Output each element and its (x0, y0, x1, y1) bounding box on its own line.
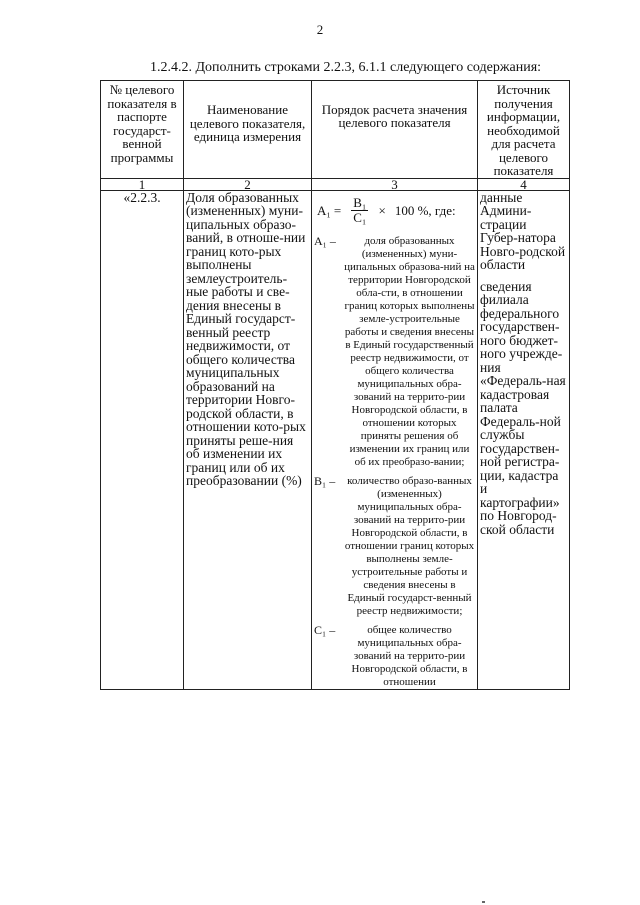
formula-fraction (351, 196, 368, 225)
definition-b1 (314, 475, 475, 618)
intro-text: 1.2.4.2. Дополнить строками 2.2.3, 6.1.1 следующего содержания: (150, 60, 542, 75)
header-information-source: Источник получения информации, необходимой для расчета целевого показателя (478, 81, 570, 179)
indicator-name: Доля образованных (измененных) муни-ципальных образо-ваний, в отноше-нии границ кото-рых выполнены землеустроитель-ные работы и све-дения внесены в Единый государст-венный реестр недвижимости, от общего количества муниципальных образований на территории Новго-родской области, в отношении кото-рых приняты реше-ния об изменении их границ или об их преобразовании (%) (184, 190, 312, 689)
definition-a1 (314, 235, 475, 469)
source-text: данные Админи-страции Губер-натора Новго-родской области (480, 189, 566, 272)
header-indicator-name: Наименование целевого показателя, единица измерения (184, 81, 312, 179)
formula-numerator: В₁ (353, 195, 367, 210)
formula-equals: = (333, 203, 342, 218)
source-text: сведения филиала федерального государствен-ного бюджет-ного учрежде-ния «Федераль-ная кадастровая палата Федераль-ной службы государствен-ной регистра-ции, кадастра и картографии» по Новгород-ской области (480, 278, 566, 537)
formula (317, 193, 475, 229)
table-header-row (101, 81, 570, 179)
table-row (101, 190, 570, 689)
formula-denominator: С₁ (353, 210, 367, 225)
formula-rest: 100 %, где: (394, 203, 456, 218)
column-number: 1 (101, 178, 184, 190)
definition-text: доля образованных (измененных) муни-ципальных образова-ний на территории Новгородской обла-сти, в отношении границ которых выполнены земле-устроительные работы и сведения внесены в Единый государственный реестр недвижимости, от общего количества муниципальных обра-зований на террито-рии Новгородской области, в отношении которых приняты решения об изменении их границ или об их преобразо-вании; (344, 234, 475, 468)
indicator-table (100, 80, 570, 690)
page-number: 2 (316, 22, 324, 37)
definition-symbol: А₁ – (314, 233, 336, 248)
calculation-cell (312, 190, 478, 689)
definition-c1 (314, 624, 475, 689)
definition-symbol: В₁ – (314, 473, 336, 488)
header-indicator-number: № целевого показателя в паспорте государст-венной программы (101, 81, 184, 179)
indicator-code: «2.2.3. (101, 190, 184, 689)
header-calculation-method: Порядок расчета значения целевого показателя (312, 81, 478, 179)
formula-lhs: А₁ (317, 203, 331, 218)
definition-symbol: С₁ – (314, 622, 336, 637)
column-number: 2 (184, 178, 312, 190)
column-number: 3 (312, 178, 478, 190)
formula-times: × (378, 203, 386, 218)
definition-text: количество образо-ванных (измененных) муниципальных обра-зований на террито-рии Новгородской области, в отношении границ которых выполнены земле-устроительные работы и сведения внесены в Единый государст-венный реестр недвижимости; (344, 474, 475, 617)
scan-mark (482, 901, 485, 903)
column-number: 4 (478, 178, 570, 190)
definition-text: общее количество муниципальных обра-зований на террито-рии Новгородской области, в отношении (351, 623, 468, 688)
column-number-row (101, 178, 570, 190)
information-source-cell (478, 190, 570, 689)
